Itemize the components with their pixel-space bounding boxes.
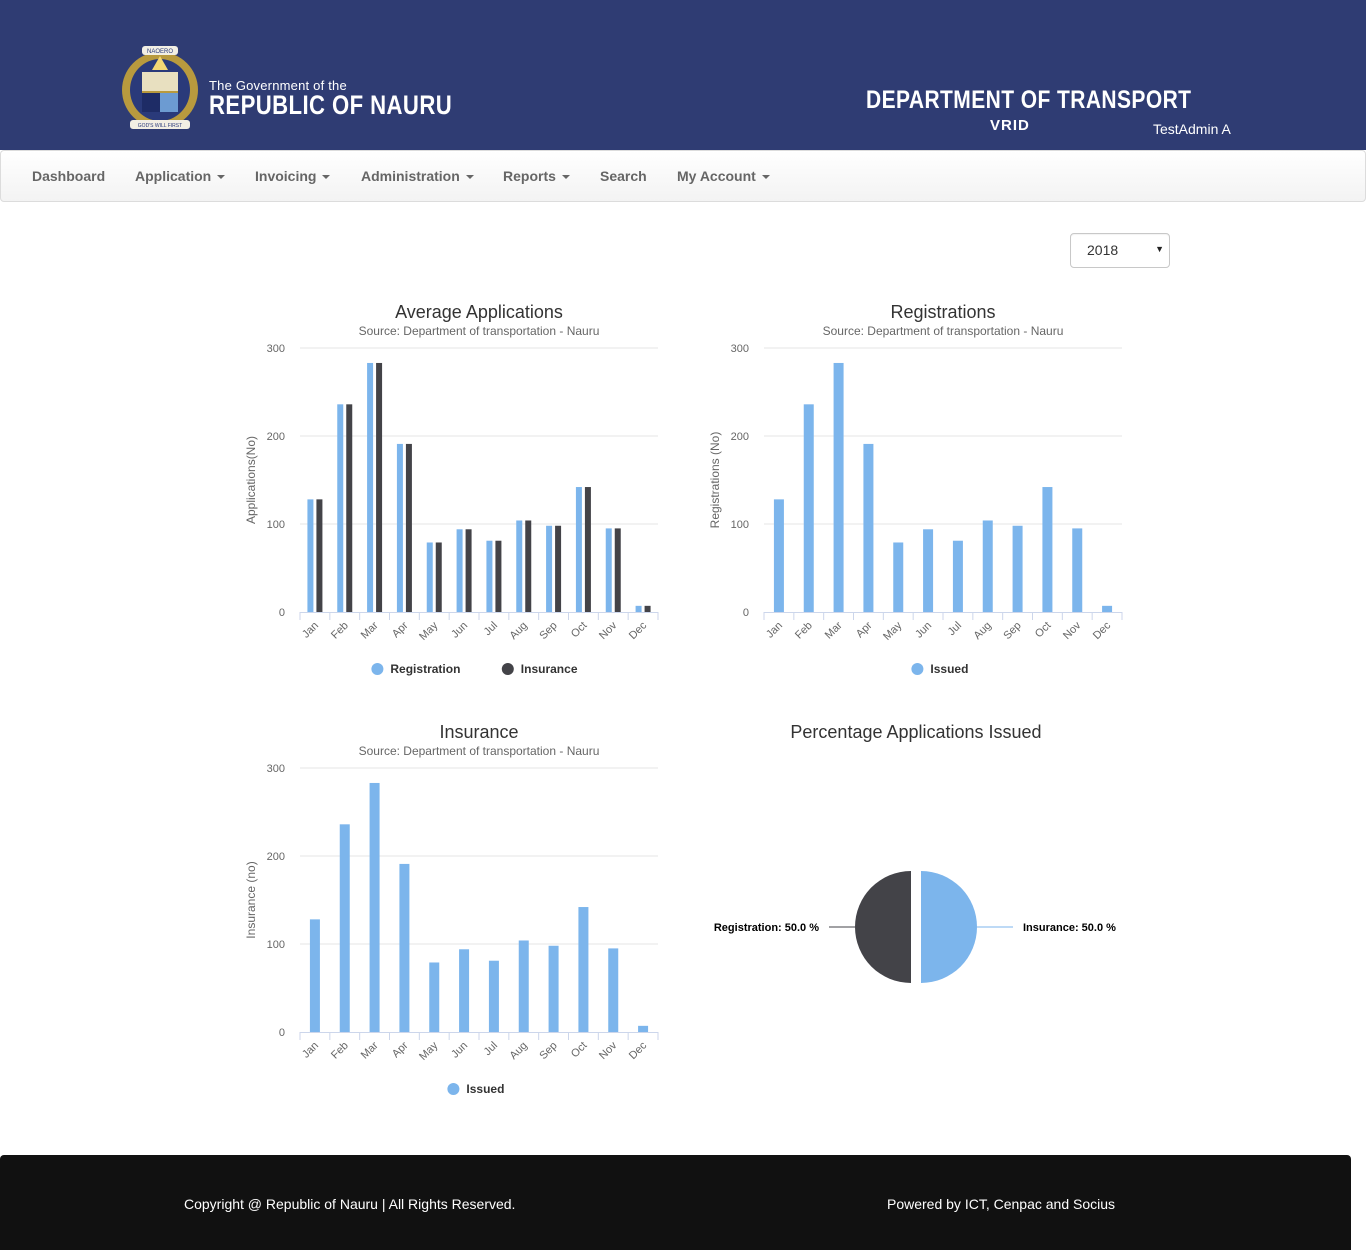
seal-motto-text: GOD'S WILL FIRST <box>137 123 183 129</box>
pie-label-registration: Registration: 50.0 % <box>713 922 819 934</box>
x-tick-label: Jan <box>300 1039 322 1061</box>
bar-issued-nov <box>608 948 618 1032</box>
x-tick-label: Aug <box>507 619 530 642</box>
vrid-label: VRID <box>990 117 1030 134</box>
x-tick-label: Apr <box>853 619 875 641</box>
footer-copyright: Copyright @ Republic of Nauru | All Rights Reserved. <box>184 1196 516 1212</box>
x-tick-label: Mar <box>358 619 381 642</box>
nav-dashboard-label: Dashboard <box>32 168 106 184</box>
nav-my-account-label: My Account <box>677 168 756 184</box>
gov-subtitle: The Government of the <box>209 78 347 93</box>
bar-issued-jul <box>489 961 499 1032</box>
bar-insurance-feb <box>346 404 352 612</box>
x-tick-label: Sep <box>1001 619 1024 642</box>
x-tick-label: Sep <box>537 619 560 642</box>
department-title: DEPARTMENT OF TRANSPORT <box>866 86 1192 114</box>
bar-issued-aug <box>983 520 993 612</box>
bar-insurance-jun <box>466 529 472 612</box>
bar-registration-jun <box>457 529 463 612</box>
bar-issued-jan <box>774 499 784 612</box>
bar-issued-feb <box>804 404 814 612</box>
chart-title: Insurance <box>439 722 519 742</box>
x-tick-label: Feb <box>328 1039 351 1062</box>
legend-label: Insurance <box>520 662 578 676</box>
bar-issued-may <box>893 542 903 612</box>
bar-registration-mar <box>367 363 373 612</box>
x-tick-label: May <box>417 1039 441 1063</box>
x-tick-label: Mar <box>358 1039 381 1062</box>
nav-application[interactable] <box>135 168 225 184</box>
x-tick-label: Apr <box>389 619 411 641</box>
y-tick-label: 300 <box>266 763 285 775</box>
footer <box>0 1155 1351 1250</box>
bar-registration-jan <box>307 499 313 612</box>
y-tick-label: 100 <box>266 519 285 531</box>
header <box>0 0 1366 150</box>
y-tick-label: 200 <box>266 851 285 863</box>
chart-insurance <box>236 715 672 1115</box>
bar-issued-jul <box>953 541 963 612</box>
legend-marker <box>447 1083 459 1095</box>
bar-issued-mar <box>834 363 844 612</box>
y-tick-label: 0 <box>278 607 285 619</box>
x-tick-label: Oct <box>568 1039 590 1061</box>
caret-down-icon <box>466 175 474 179</box>
bar-insurance-nov <box>615 528 621 612</box>
caret-down-icon <box>322 175 330 179</box>
y-tick-label: 300 <box>266 343 285 355</box>
bar-issued-sep <box>1013 526 1023 612</box>
bar-insurance-mar <box>376 363 382 612</box>
nauru-seal-logo <box>118 42 203 132</box>
seal-top-text: NAOERO <box>146 49 174 55</box>
chart-subtitle: Source: Department of transportation - Nauru <box>358 744 600 758</box>
caret-down-icon <box>562 175 570 179</box>
bar-issued-may <box>429 962 439 1032</box>
bar-registration-feb <box>337 404 343 612</box>
bar-issued-dec <box>638 1026 648 1032</box>
y-tick-label: 0 <box>742 607 749 619</box>
bar-issued-feb <box>340 824 350 1032</box>
x-tick-label: Dec <box>626 1039 650 1062</box>
bar-insurance-jul <box>495 541 501 612</box>
x-tick-label: Jun <box>449 1039 471 1061</box>
chart-subtitle: Source: Department of transportation - Nauru <box>358 324 600 338</box>
bar-issued-apr <box>399 864 409 1032</box>
pie-label-insurance: Insurance: 50.0 % <box>1023 922 1116 934</box>
bar-issued-mar <box>370 783 380 1032</box>
nav-invoicing[interactable] <box>255 168 330 184</box>
x-tick-label: Dec <box>626 619 650 642</box>
x-tick-label: Jun <box>449 619 471 641</box>
year-select[interactable] <box>1070 233 1170 268</box>
footer-powered-by: Powered by ICT, Cenpac and Socius <box>887 1196 1116 1212</box>
bar-issued-sep <box>549 946 559 1032</box>
bar-registration-apr <box>397 444 403 612</box>
bar-issued-oct <box>578 907 588 1032</box>
chart-title: Registrations <box>890 302 996 322</box>
x-tick-label: Feb <box>328 619 351 642</box>
x-tick-label: Jul <box>481 619 501 639</box>
y-tick-label: 100 <box>730 519 749 531</box>
legend-marker <box>371 663 383 675</box>
bar-registration-oct <box>576 487 582 612</box>
y-tick-label: 100 <box>266 939 285 951</box>
caret-down-icon <box>217 175 225 179</box>
y-tick-label: 200 <box>730 431 749 443</box>
bar-issued-jun <box>459 949 469 1032</box>
bar-issued-aug <box>519 940 529 1032</box>
bar-issued-jan <box>310 919 320 1032</box>
x-tick-label: Feb <box>792 619 815 642</box>
x-tick-label: Dec <box>1090 619 1114 642</box>
y-axis-label: Applications(No) <box>244 435 258 525</box>
x-tick-label: Oct <box>1032 619 1054 641</box>
dropdown-arrow-icon: ▼ <box>1155 244 1164 254</box>
bar-registration-nov <box>606 528 612 612</box>
y-tick-label: 300 <box>730 343 749 355</box>
bar-insurance-jan <box>316 499 322 612</box>
bar-insurance-dec <box>645 606 651 612</box>
x-tick-label: Jul <box>481 1039 501 1059</box>
nav-reports-label: Reports <box>503 168 556 184</box>
nav-application-label: Application <box>135 168 212 184</box>
chart-percentage-issued <box>700 715 1136 1115</box>
chart-average-applications <box>236 295 672 695</box>
x-tick-label: May <box>881 619 905 643</box>
y-tick-label: 0 <box>278 1027 285 1039</box>
legend-label: Issued <box>466 1082 505 1096</box>
x-tick-label: Nov <box>597 619 620 642</box>
bar-insurance-may <box>436 542 442 612</box>
nav-administration[interactable] <box>361 168 474 184</box>
x-tick-label: Jul <box>945 619 965 639</box>
nav-administration-label: Administration <box>361 168 460 184</box>
bar-insurance-oct <box>585 487 591 612</box>
bar-registration-dec <box>636 606 642 612</box>
bar-insurance-aug <box>525 520 531 612</box>
bar-insurance-sep <box>555 526 561 612</box>
y-axis-label: Insurance (no) <box>244 861 258 939</box>
x-tick-label: Sep <box>537 1039 560 1062</box>
x-tick-label: Apr <box>389 1039 411 1061</box>
y-axis-label: Registrations (No) <box>708 431 722 529</box>
gov-title: REPUBLIC OF NAURU <box>209 90 453 120</box>
x-tick-label: Aug <box>971 619 994 642</box>
bar-registration-may <box>427 542 433 612</box>
nav-reports[interactable] <box>503 168 570 184</box>
x-tick-label: Oct <box>568 619 590 641</box>
x-tick-label: Jan <box>300 619 322 641</box>
user-name[interactable]: TestAdmin A <box>1153 121 1231 137</box>
bar-registration-jul <box>486 541 492 612</box>
pie-slice-registration <box>855 871 911 983</box>
x-tick-label: Nov <box>597 1039 620 1062</box>
year-select-value: 2018 <box>1087 242 1119 258</box>
chart-subtitle: Source: Department of transportation - Nauru <box>822 324 1064 338</box>
x-tick-label: Mar <box>822 619 845 642</box>
nav-search[interactable] <box>600 168 647 184</box>
bar-issued-jun <box>923 529 933 612</box>
x-tick-label: Jan <box>764 619 786 641</box>
bar-issued-nov <box>1072 528 1082 612</box>
nav-my-account[interactable] <box>677 168 770 184</box>
x-tick-label: Nov <box>1061 619 1084 642</box>
legend-marker <box>911 663 923 675</box>
nav-search-label: Search <box>600 168 647 184</box>
bar-issued-apr <box>863 444 873 612</box>
bar-registration-aug <box>516 520 522 612</box>
x-tick-label: Aug <box>507 1039 530 1062</box>
bar-insurance-apr <box>406 444 412 612</box>
x-tick-label: Jun <box>913 619 935 641</box>
main-navbar <box>0 150 1366 202</box>
legend-label: Issued <box>930 662 969 676</box>
bar-issued-dec <box>1102 606 1112 612</box>
legend-marker <box>502 663 514 675</box>
chart-registrations <box>700 295 1136 695</box>
pie-slice-insurance <box>921 871 977 983</box>
bar-issued-oct <box>1042 487 1052 612</box>
bar-registration-sep <box>546 526 552 612</box>
caret-down-icon <box>762 175 770 179</box>
nav-dashboard[interactable] <box>32 168 105 184</box>
nav-invoicing-label: Invoicing <box>255 168 317 184</box>
legend-label: Registration <box>390 662 461 676</box>
y-tick-label: 200 <box>266 431 285 443</box>
chart-title: Percentage Applications Issued <box>790 722 1042 742</box>
x-tick-label: May <box>417 619 441 643</box>
chart-title: Average Applications <box>395 302 563 322</box>
